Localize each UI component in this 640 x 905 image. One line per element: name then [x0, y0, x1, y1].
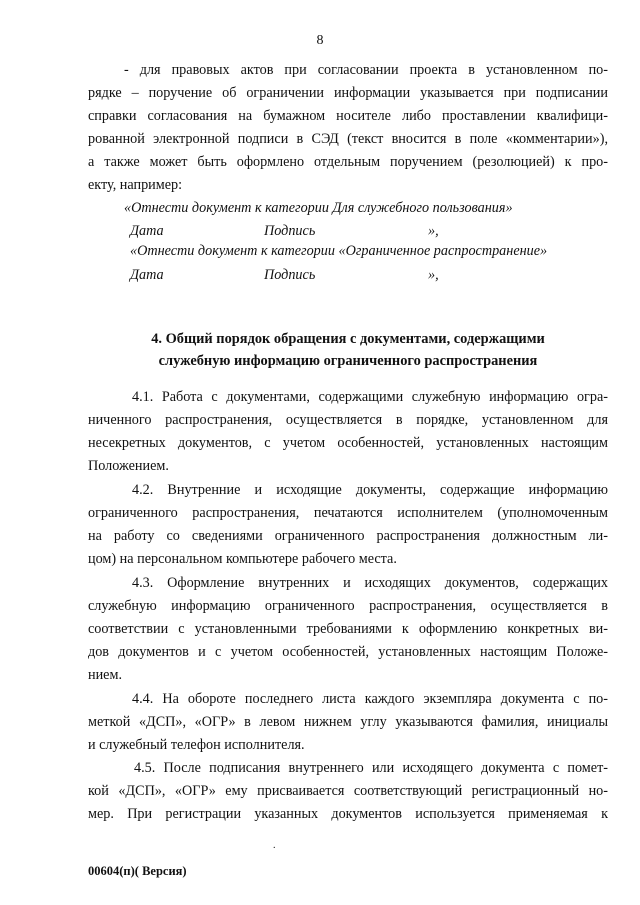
section-heading: служебную информацию ограниченного распространения: [158, 353, 538, 369]
text-line: дов документов и с учетом особенностей, установленных настоящим Положе-: [88, 644, 608, 660]
closing-quote: »,: [428, 267, 439, 283]
text-line: рованной электронной подписи в СЭД (текст вносится в поле «комментарии»),: [88, 131, 608, 147]
text-line: ограниченного распространения, печатаются исполнителем (уполномоченным: [88, 505, 608, 521]
example-resolution: «Отнести документ к категории «Ограниченное распространение»: [130, 243, 548, 259]
text-line: 4.1. Работа с документами, содержащими служебную информацию огра-: [132, 389, 608, 405]
text-line: 4.5. После подписания внутреннего или исходящего документа с помет-: [134, 760, 608, 776]
section-heading: 4. Общий порядок обращения с документами, содержащими: [151, 331, 545, 347]
text-line: ниченного распространения, осуществляется в порядке, установленном для: [88, 412, 608, 428]
text-line: а также может быть оформлено отдельным поручением (резолюцией) к про-: [88, 154, 608, 170]
text-line: служебную информацию ограниченного распространения, осуществляется в: [88, 598, 608, 614]
closing-quote: »,: [428, 223, 439, 239]
scan-speck: .: [273, 840, 276, 851]
text-line: несекретных документов, с учетом особенностей, установленных настоящим: [88, 435, 608, 451]
text-line: рядке – поручение об ограничении информации указывается при подписании: [88, 85, 608, 101]
text-line: справки согласования на бумажном носителе либо проставлении квалифици-: [88, 108, 608, 124]
text-line: нием.: [88, 667, 123, 683]
document-footer-code: 00604(п)( Версия): [88, 864, 187, 878]
text-line: на работу со сведениями ограниченного распространения должностным ли-: [88, 528, 608, 544]
page-number: 8: [316, 33, 324, 48]
text-line: 4.4. На обороте последнего листа каждого экземпляра документа с по-: [132, 691, 608, 707]
example-resolution: «Отнести документ к категории Для служебного пользования»: [124, 200, 513, 216]
date-label: Дата: [130, 267, 164, 283]
signature-label: Подпись: [264, 267, 316, 283]
signature-label: Подпись: [264, 223, 316, 239]
text-line: мер. При регистрации указанных документов используется применяемая к: [88, 806, 608, 822]
text-line: кой «ДСП», «ОГР» ему присваивается соответствующий регистрационный но-: [88, 783, 608, 799]
text-line: и служебный телефон исполнителя.: [88, 737, 305, 753]
text-line: 4.3. Оформление внутренних и исходящих документов, содержащих: [132, 575, 608, 591]
text-line: - для правовых актов при согласовании проекта в установленном по-: [124, 62, 608, 78]
text-line: соответствии с установленными требованиями к оформлению конкретных ви-: [88, 621, 608, 637]
text-line: 4.2. Внутренние и исходящие документы, содержащие информацию: [132, 482, 608, 498]
text-line: меткой «ДСП», «ОГР» в левом нижнем углу указываются фамилия, инициалы: [88, 714, 608, 730]
text-line: цом) на персональном компьютере рабочего места.: [88, 551, 397, 567]
date-label: Дата: [130, 223, 164, 239]
text-line: Положением.: [88, 458, 169, 474]
example-signature-line: [130, 264, 640, 287]
text-line: екту, например:: [88, 177, 183, 193]
